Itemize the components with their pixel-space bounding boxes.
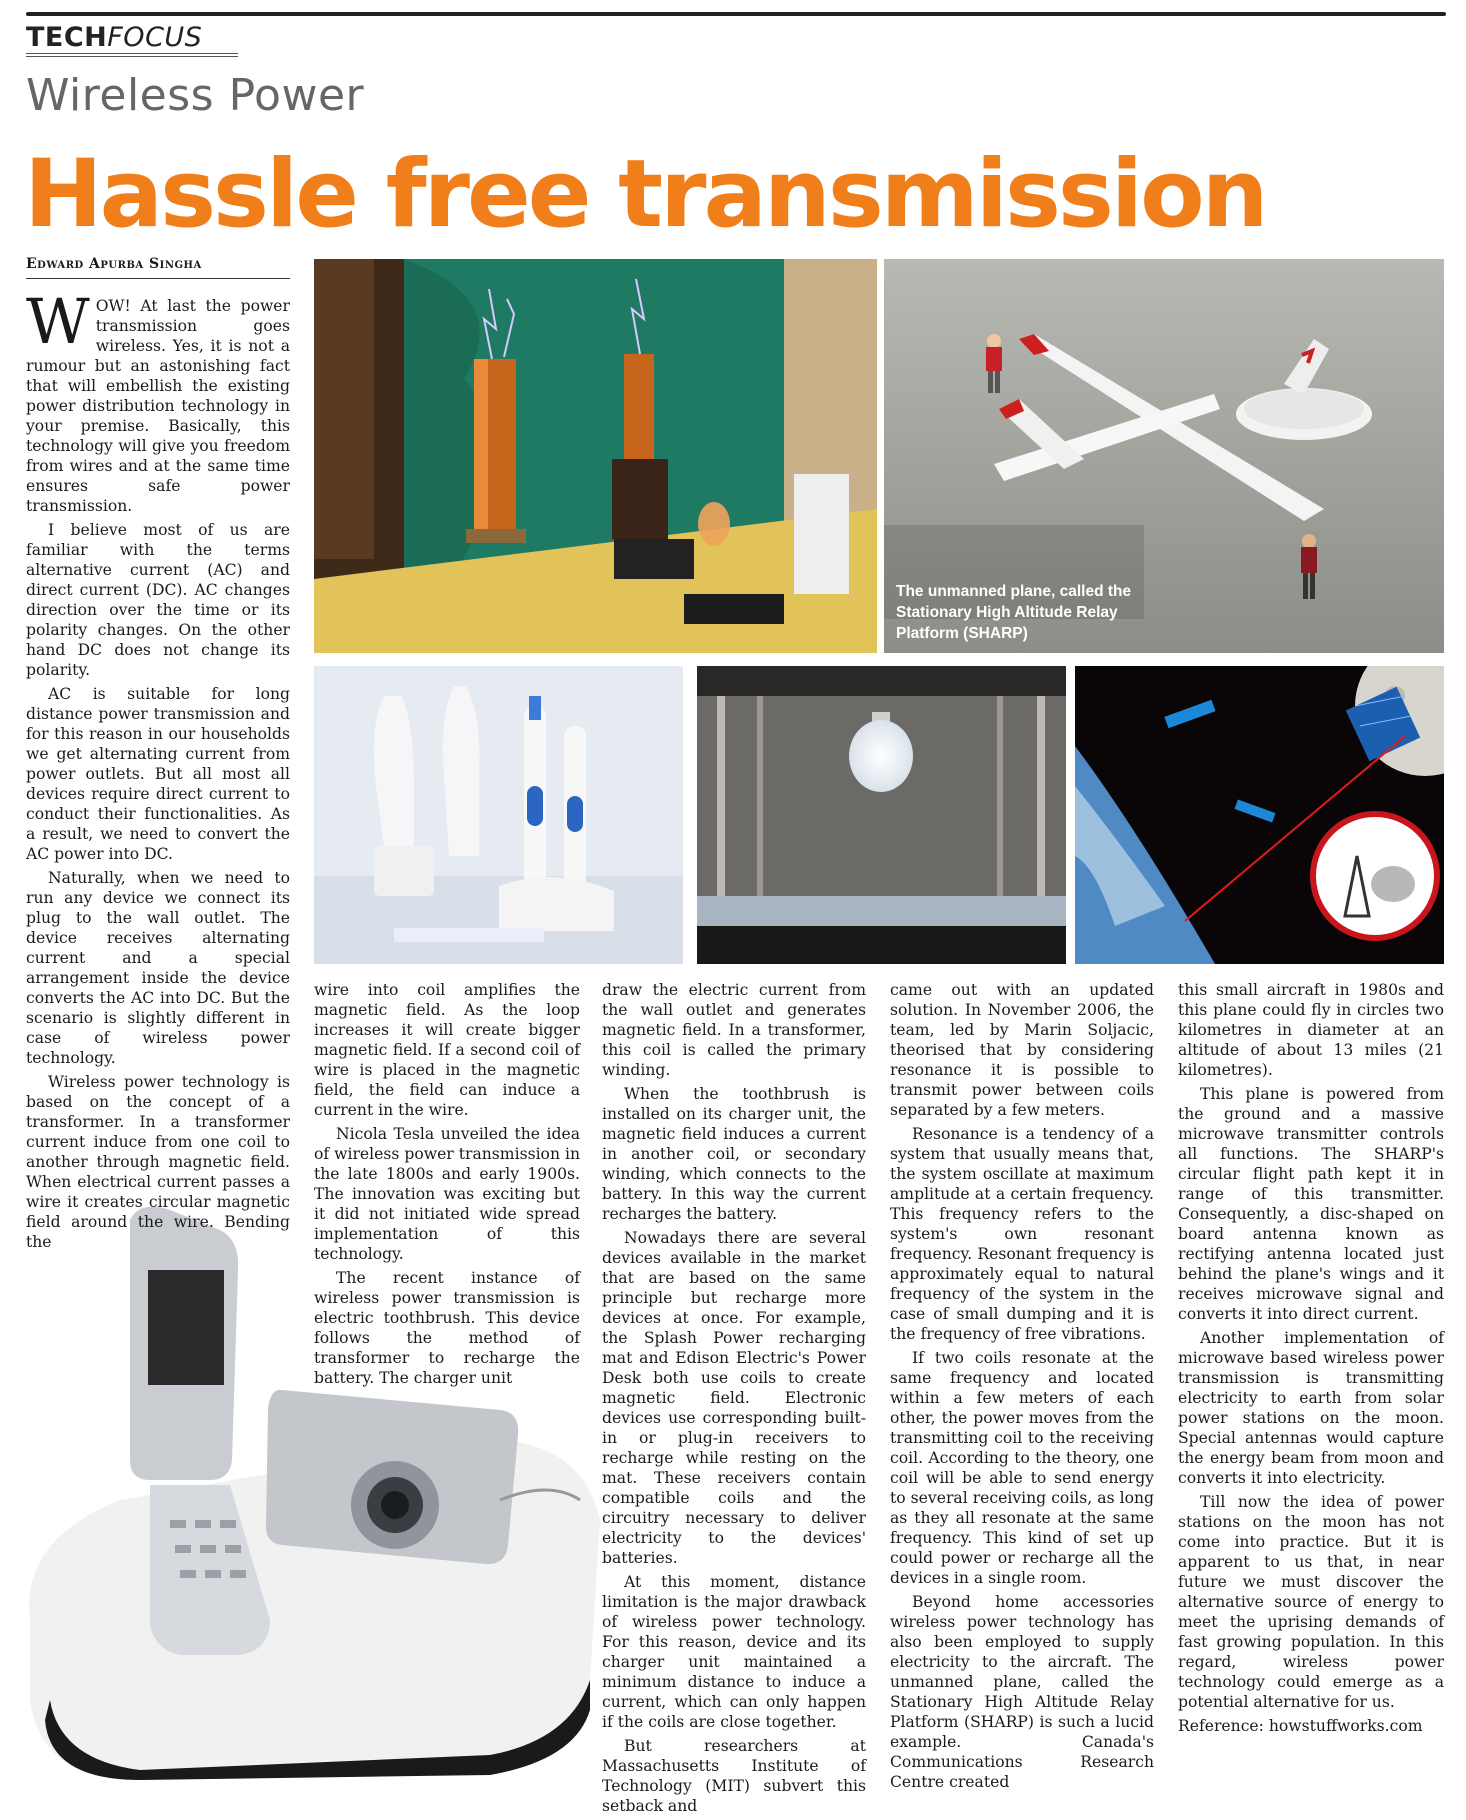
paragraph: this small aircraft in 1980s and this plane could fly in circles two kilometres in diameter at an altitude of about 13 miles (21 kilometres). <box>1178 981 1444 1079</box>
section-title: Wireless Power <box>26 70 365 121</box>
paragraph: If two coils resonate at the same frequency and located within a few meters of each other, the power moves from the transmitting coil to the receiving coil. According to the theory, one coil will be able to send energy to several receiving coils, as long as they all resonate at the same frequency. This kind of set up could power or recharge all the devices in a single room. <box>890 1349 1154 1587</box>
paragraph-text: OW! At last the power transmission goes wireless. Yes, it is not a rumour but an astonishing fact that will embellish the existing power distribution technology in your premise. Basically, this technology will give you freedom from wires and at the same time ensures safe power transmission. <box>26 297 290 515</box>
satellite-moon-illustration-icon <box>1075 666 1444 964</box>
paragraph: Wireless power technology is based on the concept of a transformer. In a transformer current induce from one coil to another through magnetic field. When electrical current passes a wire it creates circular magnetic field around the wire. Bending the <box>26 1073 290 1251</box>
paragraph: Another implementation of microwave based wireless power transmission is transmitting electricity to earth from solar power stations on the moon. Special antennas would capture the energy beam from moon and converts it into electricity. <box>1178 1329 1444 1487</box>
paragraph: Beyond home accessories wireless power technology has also been employed to supply electricity to the aircraft. The unmanned plane, called the Stationary High Altitude Relay Platform (SHARP) is such a lucid example. Canada's Communications Research Centre created <box>890 1593 1154 1791</box>
article-column-2 <box>314 980 580 1392</box>
drop-cap: W <box>26 285 90 358</box>
byline: Edward Apurba Singha <box>26 256 290 279</box>
plane-caption: The unmanned plane, called the Stationary High Altitude Relay Platform (SHARP) <box>896 583 1132 642</box>
paragraph: But researchers at Massachusetts Institute of Technology (MIT) subvert this setback and <box>602 1737 866 1815</box>
article-column-3 <box>602 980 866 1820</box>
article-column-1 <box>26 285 290 1256</box>
kicker-decoration <box>26 53 238 59</box>
paragraph: Resonance is a tendency of a system that usually means that, the system oscillate at maximum amplitude at a certain frequency. This frequency refers to the system's own resonant frequency. Resonant frequency is approximately equal to natural frequency of the system in the case of small dumping and it is the frequency of free vibrations. <box>890 1125 1154 1343</box>
paragraph: When the toothbrush is installed on its charger unit, the magnetic field induces a current in another coil, or secondary winding, which connects to the battery. In this way the current recharges the battery. <box>602 1085 866 1223</box>
article-column-4 <box>890 980 1154 1796</box>
top-rule <box>26 12 1446 16</box>
kicker-italic: FOCUS <box>107 22 203 53</box>
paragraph: Nicola Tesla unveiled the idea of wireless power transmission in the late 1800s and early 1900s. The innovation was exciting but it did not initiated wide spread implementation of this technology. <box>314 1125 580 1263</box>
paragraph: Nowadays there are several devices available in the market that are based on the same principle but recharge more devices at once. For example, the Splash Power recharging mat and Edison Electric's Power Desk both use coils to create magnetic field. Electronic devices use corresponding built-in or plug-in receivers to recharge while resting on the mat. These receivers contain compatible coils and the circuitry necessary to deliver electricity to the devices' batteries. <box>602 1229 866 1567</box>
paragraph <box>26 285 290 516</box>
article-column-5 <box>1178 980 1444 1740</box>
electric-toothbrush-photo-icon <box>314 666 683 964</box>
tesla-coil-photo <box>314 259 877 653</box>
paragraph: At this moment, distance limitation is the major drawback of wireless power technology. For this reason, device and its charger unit maintained a minimum distance to induce a current, which can only happen if the coils are close together. <box>602 1573 866 1731</box>
paragraph: came out with an updated solution. In November 2006, the team, led by Marin Soljacic, theorised that by considering resonance it is possible to transmit power between coils separated by a few meters. <box>890 981 1154 1119</box>
paragraph: Till now the idea of power stations on the moon has not come into practice. But it is apparent to us that, in near future we must discover the alternative source of energy to meet the uprising demands of fast growing population. In this regard, wireless power technology could emerge as a potential alternative for us. <box>1178 1493 1444 1711</box>
satellite-moon-illustration <box>1075 666 1444 964</box>
wireless-bulb-photo-icon <box>697 666 1066 964</box>
paragraph: This plane is powered from the ground and a massive microwave transmitter controls all functions. The SHARP's circular flight path kept it in range of this transmitter. Consequently, a disc-shaped on board antenna known as rectifying antenna located just behind the plane's wings and it receives microwave signal and converts it into direct current. <box>1178 1085 1444 1323</box>
kicker-bold: TECH <box>26 22 108 53</box>
paragraph: Naturally, when we need to run any device we connect its plug to the wall outlet. The device receives alternating current and a special arrangement inside the device converts the AC into DC. But the scenario is slightly different in case of wireless power technology. <box>26 869 290 1067</box>
paragraph: I believe most of us are familiar with the terms alternative current (AC) and direct current (DC). AC changes direction over the time or its polarity changes. On the other hand DC does not change its polarity. <box>26 521 290 679</box>
kicker <box>26 22 202 53</box>
paragraph: The recent instance of wireless power transmission is electric toothbrush. This device follows the method of transformer to recharge the battery. The charger unit <box>314 1269 580 1387</box>
paragraph: AC is suitable for long distance power transmission and for this reason in our households we get alternating current from power outlets. But all most all devices require direct current to conduct their functionalities. As a result, we need to convert the AC power into DC. <box>26 685 290 863</box>
paragraph: wire into coil amplifies the magnetic field. As the loop increases it will create bigger magnetic field. If a second coil of wire is placed in the magnetic field, the field can induce a current in the wire. <box>314 981 580 1119</box>
headline: Hassle free transmission <box>24 140 1266 249</box>
electric-toothbrush-photo <box>314 666 683 964</box>
tesla-coil-photo-icon <box>314 259 877 653</box>
paragraph: draw the electric current from the wall outlet and generates magnetic field. In a transformer, this coil is called the primary winding. <box>602 981 866 1079</box>
reference: Reference: howstuffworks.com <box>1178 1717 1423 1735</box>
wireless-bulb-photo <box>697 666 1066 964</box>
